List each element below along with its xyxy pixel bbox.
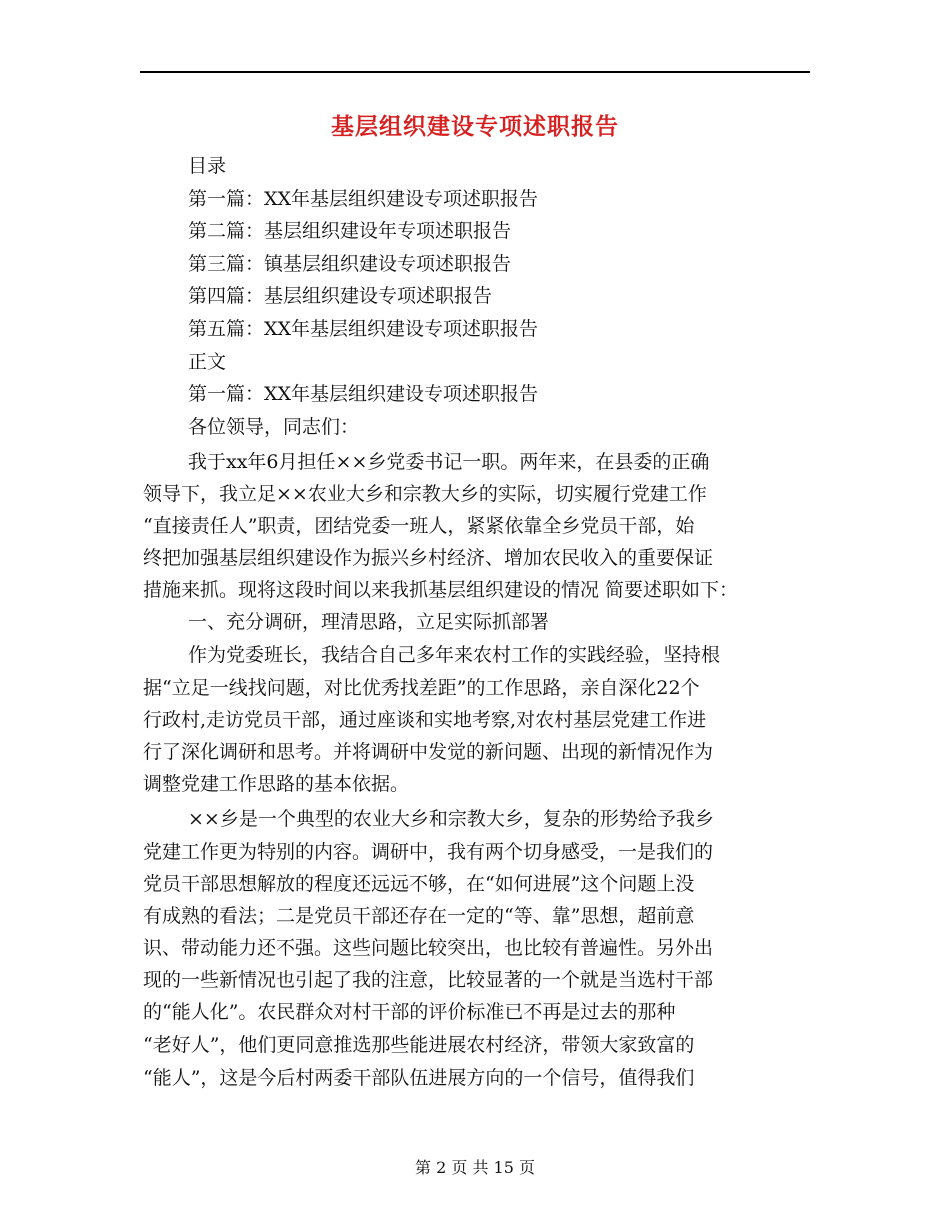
header-rule xyxy=(140,71,810,73)
text-line: 党建工作更为特别的内容。调研中，我有两个切身感受，一是我们的 xyxy=(143,841,714,863)
toc-item-1: 第一篇：XX年基层组织建设专项述职报告 xyxy=(188,188,539,210)
toc-item-4: 第四篇：基层组织建设专项述职报告 xyxy=(188,285,493,307)
toc-item-5: 第五篇：XX年基层组织建设专项述职报告 xyxy=(188,318,539,340)
toc-item-2: 第二篇：基层组织建设年专项述职报告 xyxy=(188,220,512,242)
text-line: 措施来抓。现将这段时间以来我抓基层组织建设的情况 简要述职如下： xyxy=(143,579,739,601)
page-footer: 第 2 页 共 15 页 xyxy=(415,1158,535,1177)
chapter-title: 第一篇：XX年基层组织建设专项述职报告 xyxy=(188,383,539,405)
text-line: ××乡是一个典型的农业大乡和宗教大乡，复杂的形势给予我乡 xyxy=(188,808,714,830)
text-line: 领导下，我立足××农业大乡和宗教大乡的实际，切实履行党建工作 xyxy=(143,483,707,505)
text-line: “直接责任人”职责，团结党委一班人，紧紧依靠全乡党员干部，始 xyxy=(143,515,695,537)
text-line: 调整党建工作思路的基本依据。 xyxy=(143,773,410,795)
text-line: 我于xx年6月担任××乡党委书记一职。两年来，在县委的正确 xyxy=(188,451,710,473)
text-line: “老好人”，他们更同意推选那些能进展农村经济，带领大家致富的 xyxy=(143,1034,695,1056)
text-line: 行政村,走访党员干部，通过座谈和实地考察,对农村基层党建工作进 xyxy=(143,709,707,731)
toc-item-3: 第三篇：镇基层组织建设专项述职报告 xyxy=(188,253,512,275)
text-line: 有成熟的看法；二是党员干部还存在一定的“等、靠”思想，超前意 xyxy=(143,905,695,927)
text-line: 作为党委班长，我结合自己多年来农村工作的实践经验，坚持根 xyxy=(188,644,721,666)
body-heading: 正文 xyxy=(188,351,227,373)
section-heading: 一、充分调研，理清思路，立足实际抓部署 xyxy=(188,611,550,633)
text-line: 识、带动能力还不强。这些问题比较突出，也比较有普遍性。另外出 xyxy=(143,937,714,959)
toc-heading: 目录 xyxy=(188,155,227,177)
text-line: 行了深化调研和思考。并将调研中发觉的新问题、出现的新情况作为 xyxy=(143,741,714,763)
text-line: 党员干部思想解放的程度还远远不够，在“如何进展”这个问题上没 xyxy=(143,873,695,895)
text-line: 据“立足一线找问题，对比优秀找差距”的工作思路，亲自深化22个 xyxy=(143,677,700,699)
text-line: 现的一些新情况也引起了我的注意，比较显著的一个就是当选村干部 xyxy=(143,969,714,991)
salutation: 各位领导，同志们： xyxy=(188,416,360,438)
document-title: 基层组织建设专项述职报告 xyxy=(331,113,619,140)
text-line: “能人”，这是今后村两委干部队伍进展方向的一个信号，值得我们 xyxy=(143,1067,695,1089)
text-line: 终把加强基层组织建设作为振兴乡村经济、增加农民收入的重要保证 xyxy=(143,547,714,569)
text-line: 的“能人化”。农民群众对村干部的评价标准已不再是过去的那种 xyxy=(143,1001,676,1023)
